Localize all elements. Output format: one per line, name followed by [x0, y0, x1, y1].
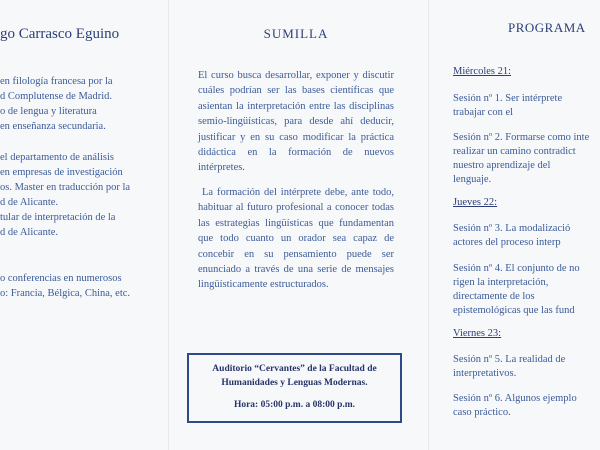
bio-line: el departamento de análisis	[0, 152, 114, 163]
session-line: Sesión nº 1. Ser intérprete	[453, 93, 563, 104]
bio-line: os. Master en traducción por la	[0, 182, 131, 193]
day-label-friday: Viernes 23:	[453, 328, 502, 339]
bio-line: d Complutense de Madrid.	[0, 91, 112, 102]
session-line: actores del proceso interp	[453, 237, 561, 248]
session-line: Sesión nº 3. La modalizació	[453, 223, 571, 234]
session-line: epistemológicas que las fund	[453, 305, 575, 316]
bio-line: en enseñanza secundaria.	[0, 121, 106, 132]
session-item	[453, 392, 600, 420]
fold-line	[428, 0, 429, 450]
bio-paragraph-conferences	[0, 271, 130, 301]
session-line: Sesión nº 5. La realidad de	[453, 354, 566, 365]
bio-line: d de Alicante.	[0, 197, 59, 208]
session-item	[453, 92, 600, 120]
bio-paragraph-education	[0, 74, 113, 134]
sumilla-paragraph-1: El curso busca desarrollar, exponer y discutir cuáles podrían ser las bases científicas que asientan la interpretación entre las disciplinas semio-lingüísticas, para desde ahí deducir, justificar y en su caso modificar la práctica didáctica en la formación de nuevos intérpretes.	[198, 70, 394, 174]
venue-text: Auditorio “Cervantes” de la Facultad de Humanidades y Lenguas Modernas.	[212, 364, 377, 388]
speaker-name: go Carrasco Eguino	[0, 26, 120, 42]
day-label-wednesday: Miércoles 21:	[453, 66, 512, 77]
day-label-thursday: Jueves 22:	[453, 197, 498, 208]
bio-line: en filología francesa por la	[0, 76, 113, 87]
session-line: directamente de los	[453, 291, 535, 302]
session-item	[453, 262, 600, 318]
session-line: Sesión nº 4. El conjunto de no	[453, 263, 580, 274]
venue-info-box	[187, 353, 402, 423]
session-item	[453, 353, 600, 381]
left-panel	[0, 0, 160, 450]
session-line: rigen la interpretación,	[453, 277, 549, 288]
session-item	[453, 131, 600, 187]
session-item	[453, 222, 600, 250]
session-line: nuestro aprendizaje del	[453, 160, 551, 171]
programa-title: PROGRAMA	[508, 20, 586, 35]
session-line: interpretativos.	[453, 368, 517, 379]
session-line: realizar un camino contradict	[453, 146, 576, 157]
bio-line: o: Francia, Bélgica, China, etc.	[0, 288, 131, 299]
session-line: Sesión nº 2. Formarse como inte	[453, 132, 590, 143]
session-line: lenguaje.	[453, 174, 492, 185]
session-line: trabajar con el	[453, 107, 514, 118]
bio-line: d de Alicante.	[0, 227, 59, 238]
right-panel	[445, 0, 600, 450]
sumilla-paragraph-2: La formación del intérprete debe, ante todo, habituar al futuro profesional a conocer todas las estrategias lingüísticas que fundamentan que todo cuanto un orador sea capaz de concebir en su pensamiento puede ser enunciado a través de una serie de mensajes lingüísticamente estructurados.	[198, 187, 394, 291]
hours-text: Hora: 05:00 p.m. a 08:00 p.m.	[233, 400, 356, 410]
bio-line: o conferencias en numerosos	[0, 273, 122, 284]
bio-line: tular de interpretación de la	[0, 212, 116, 223]
fold-line	[168, 0, 169, 450]
sumilla-title: SUMILLA	[263, 26, 329, 41]
bio-line: o de lengua y literatura	[0, 106, 97, 117]
session-line: caso práctico.	[453, 407, 511, 418]
bio-paragraph-career	[0, 150, 130, 240]
session-line: Sesión nº 6. Algunos ejemplo	[453, 393, 577, 404]
bio-line: en empresas de investigación	[0, 167, 123, 178]
